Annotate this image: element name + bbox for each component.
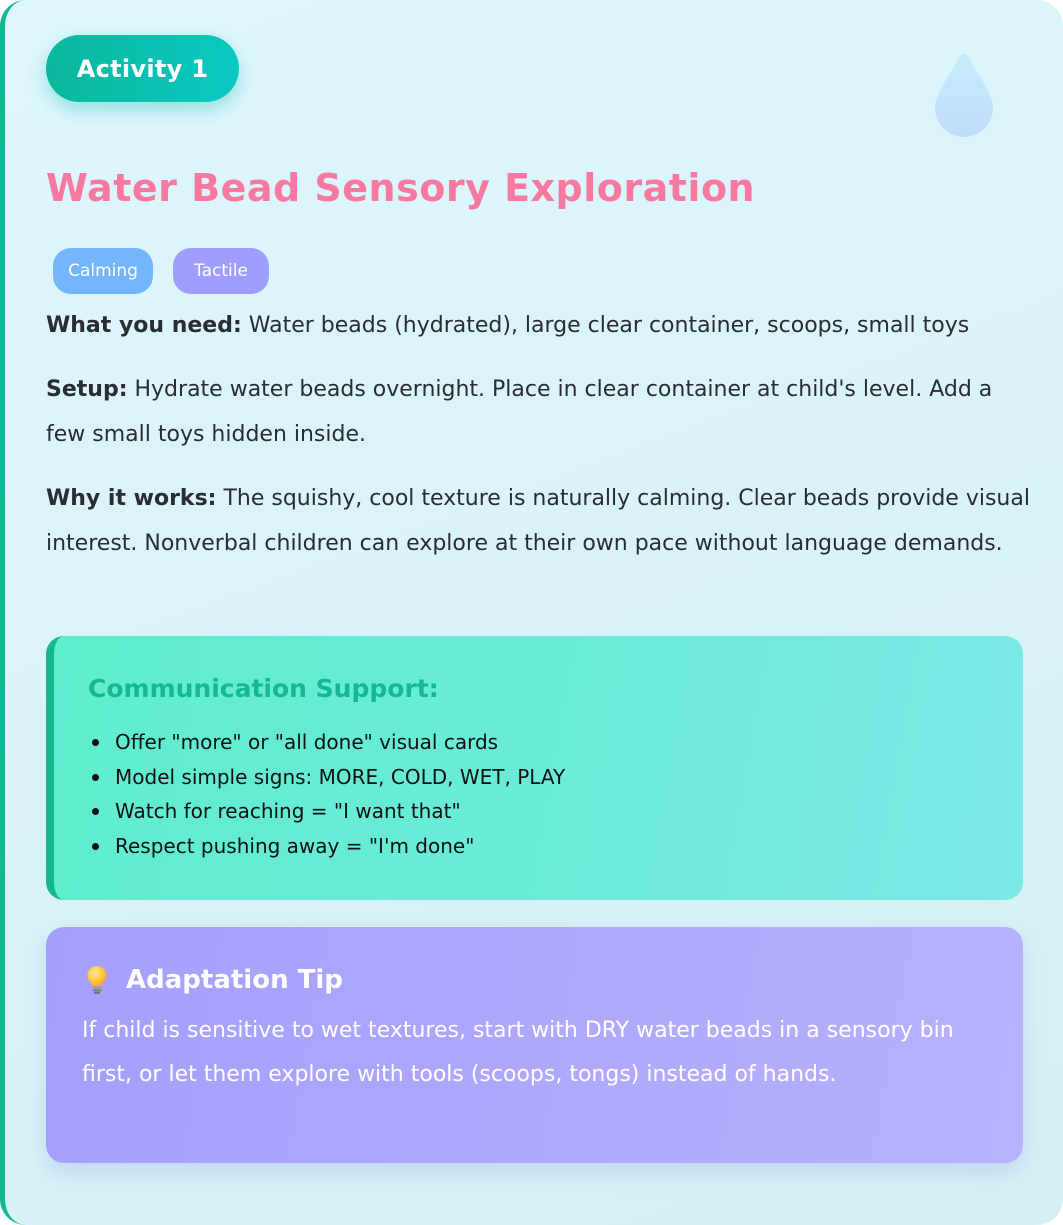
tag-calming: Calming — [53, 248, 153, 294]
list-item-text: Watch for reaching = "I want that" — [115, 799, 461, 823]
bullet-icon — [92, 843, 99, 850]
why-it-works-text: The squishy, cool texture is naturally calming. Clear beads provide visual interest. Nonverbal children can explore at their own pace without language demands. — [46, 486, 1030, 556]
what-you-need-text: Water beads (hydrated), large clear container, scoops, small toys — [241, 313, 970, 338]
list-item — [88, 760, 1023, 795]
activity-number-badge — [46, 35, 239, 102]
tag-tactile: Tactile — [173, 248, 269, 294]
bullet-icon — [92, 774, 99, 781]
adaptation-tip-title: Adaptation Tip — [126, 965, 343, 995]
adaptation-tip-header — [82, 965, 1023, 995]
bullet-icon — [92, 739, 99, 746]
water-drop-icon — [933, 52, 995, 138]
tag-list — [53, 248, 269, 294]
what-you-need-label: What you need: — [46, 313, 242, 338]
what-you-need-paragraph — [46, 303, 1031, 348]
communication-support-title: Communication Support: — [88, 674, 439, 703]
communication-support-box — [46, 636, 1023, 900]
list-item — [88, 725, 1023, 760]
activity-title: Water Bead Sensory Exploration — [46, 166, 756, 210]
communication-support-list — [88, 725, 1023, 863]
activity-badge-label: Activity 1 — [76, 54, 209, 83]
list-item — [88, 829, 1023, 864]
adaptation-tip-box — [46, 927, 1023, 1163]
why-it-works-paragraph — [46, 476, 1031, 566]
setup-label: Setup: — [46, 377, 128, 402]
setup-text: Hydrate water beads overnight. Place in clear container at child's level. Add a few small toys hidden inside. — [46, 377, 993, 447]
list-item-text: Offer "more" or "all done" visual cards — [115, 730, 499, 754]
setup-paragraph — [46, 367, 1031, 457]
list-item-text: Model simple signs: MORE, COLD, WET, PLAY — [115, 764, 566, 789]
adaptation-tip-text: If child is sensitive to wet textures, start with DRY water beads in a sensory bin first, or let them explore with tools (scoops, tongs) instead of hands. — [82, 1018, 954, 1087]
lightbulb-icon — [86, 965, 108, 995]
list-item-text: Respect pushing away = "I'm done" — [115, 833, 475, 858]
why-it-works-label: Why it works: — [46, 486, 217, 511]
list-item — [88, 794, 1023, 829]
bullet-icon — [92, 808, 99, 815]
